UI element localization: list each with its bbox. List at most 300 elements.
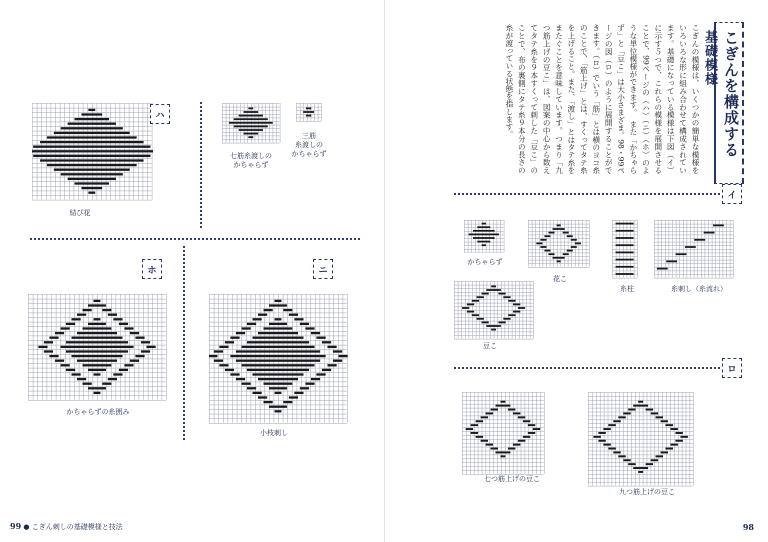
stitch-bar: [618, 416, 625, 418]
stitch-bar: [567, 235, 573, 237]
stitch-bar: [66, 369, 75, 371]
grid-kacharazu-itokakomi-svg: [28, 294, 167, 401]
stitch-bar: [471, 424, 478, 426]
stitch-bar: [236, 378, 245, 380]
grid-kokonotsu-svg: [588, 392, 694, 487]
caption-komagasashi: 小枝刺し: [260, 429, 288, 437]
stitch-bar: [244, 133, 259, 135]
stitch-bar: [241, 346, 314, 348]
caption-itosashi: 糸刺し（糸流れ）: [671, 285, 727, 293]
stitch-bar: [66, 341, 128, 343]
stitch-bar: [283, 309, 292, 311]
stitch-bar: [108, 314, 117, 316]
grid-komagasashi-svg: [209, 294, 348, 424]
stitch-bar: [481, 293, 488, 295]
stitch-bar: [49, 337, 58, 339]
stitch-bar: [613, 420, 620, 422]
divider-right-top: [454, 193, 740, 195]
stitch-bar: [71, 355, 122, 357]
stitch-bar: [623, 459, 630, 461]
stitch-bar: [316, 337, 325, 339]
stitch-bar: [513, 311, 520, 313]
stitch-bar: [264, 401, 273, 403]
grid-nanatsu: [462, 392, 545, 475]
stitch-bar: [518, 307, 525, 309]
stitch-bar: [283, 401, 292, 403]
section-label-ro: ロ: [722, 358, 742, 378]
stitch-bar: [275, 318, 282, 320]
stitch-bar: [247, 369, 309, 371]
stitch-bar: [322, 341, 331, 343]
stitch-bar: [518, 440, 525, 442]
stitch-bar: [264, 327, 293, 329]
stitch-bar: [33, 146, 150, 148]
stitch-bar: [135, 337, 144, 339]
stitch-bar: [481, 440, 488, 442]
stitch-bar: [219, 346, 228, 348]
stitch-bar: [482, 223, 486, 225]
stitch-bar: [88, 192, 95, 194]
stitch-bar: [44, 341, 53, 343]
stitch-bar: [113, 373, 122, 375]
stitch-bar: [676, 253, 687, 255]
stitch-bar: [628, 463, 635, 465]
stitch-bar: [83, 383, 92, 385]
stitch-bar: [71, 373, 80, 375]
stitch-bar: [258, 378, 298, 380]
stitch-bar: [54, 169, 130, 171]
stitch-bar: [571, 239, 577, 241]
stitch-bar: [75, 182, 110, 184]
stitch-bar: [616, 252, 634, 254]
stitch-bar: [40, 159, 144, 161]
stitch-bar: [491, 409, 498, 411]
stitch-bar: [646, 463, 653, 465]
caption-misuji-line2: 糸渡しの: [295, 141, 323, 149]
title-line2: 基礎模様: [702, 30, 717, 86]
stitch-bar: [657, 268, 668, 270]
stitch-bar: [214, 350, 223, 352]
stitch-bar: [598, 440, 605, 442]
stitch-bar: [60, 364, 69, 366]
stitch-bar: [616, 244, 634, 246]
grid-musubibana-svg: [32, 103, 153, 201]
stitch-bar: [471, 432, 478, 434]
grid-nanatsu-svg: [462, 392, 545, 475]
stitch-bar: [94, 318, 101, 320]
stitch-bar: [548, 253, 554, 255]
stitch-bar: [598, 432, 605, 434]
grid-kacharazu-itokakomi: [28, 294, 167, 401]
stitch-bar: [472, 314, 479, 316]
stitch-bar: [269, 387, 287, 389]
stitch-bar: [563, 253, 569, 255]
stitch-bar: [486, 412, 493, 414]
stitch-bar: [66, 323, 75, 325]
grid-mameko-svg: [454, 281, 534, 340]
section-label-i: イ: [722, 184, 742, 204]
stitch-bar: [322, 369, 331, 371]
stitch-bar: [108, 378, 117, 380]
grid-itobashira-svg: [612, 220, 638, 279]
stitch-bar: [77, 360, 117, 362]
stitch-bar: [473, 230, 495, 232]
stitch-bar: [491, 329, 496, 331]
stitch-bar: [236, 332, 245, 334]
stitch-bar: [77, 332, 117, 334]
stitch-bar: [616, 273, 634, 275]
stitch-bar: [124, 364, 133, 366]
stitch-bar: [311, 378, 320, 380]
stitch-bar: [146, 346, 155, 348]
stitch-bar: [616, 266, 634, 268]
grid-misuji-svg: [296, 103, 322, 122]
stitch-bar: [239, 115, 263, 117]
grid-itosashi-svg: [654, 220, 734, 279]
stitch-bar: [275, 392, 282, 394]
stitch-bar: [252, 373, 303, 375]
grid-hanako-svg: [528, 220, 590, 268]
stitch-bar: [540, 239, 546, 241]
stitch-bar: [81, 113, 102, 115]
stitch-bar: [638, 401, 643, 403]
stitch-bar: [289, 396, 298, 398]
stitch-bar: [94, 300, 101, 302]
stitch-bar: [258, 396, 267, 398]
stitch-bar: [135, 355, 144, 357]
stitch-bar: [305, 383, 314, 385]
stitch-bar: [603, 444, 610, 446]
stitch-bar: [241, 327, 250, 329]
stitch-bar: [130, 332, 139, 334]
stitch-bar: [528, 432, 535, 434]
stitch-bar: [523, 436, 530, 438]
stitch-bar: [71, 337, 122, 339]
stitch-bar: [247, 323, 256, 325]
stitch-bar: [66, 350, 128, 352]
stitch-bar: [548, 232, 554, 234]
stitch-bar: [38, 346, 47, 348]
caption-misuji: [284, 132, 334, 159]
stitch-bar: [119, 323, 128, 325]
stitch-bar: [102, 383, 111, 385]
stitch-bar: [466, 428, 473, 430]
stitch-bar: [523, 420, 530, 422]
stitch-bar: [49, 355, 58, 357]
caption-misuji-line1: 三筋: [302, 132, 316, 140]
stitch-bar: [234, 118, 268, 120]
grid-kacharazu: [464, 220, 505, 253]
stitch-bar: [55, 332, 64, 334]
stitch-bar: [230, 373, 239, 375]
stitch-bar: [486, 289, 501, 291]
grid-itosashi: [654, 220, 734, 279]
caption-kacharazu-itokakomi: かちゃらずの糸囲み: [66, 408, 130, 416]
stitch-bar: [495, 405, 510, 407]
stitch-bar: [623, 412, 630, 414]
stitch-bar: [528, 424, 535, 426]
stitch-bar: [77, 314, 86, 316]
caption-itobashira: 糸柱: [620, 285, 634, 293]
footer-left-text: ● こぎん刺しの基礎模様と技法: [23, 523, 123, 531]
section-label-ni: ニ: [313, 259, 333, 279]
stitch-bar: [230, 355, 325, 357]
stitch-bar: [481, 322, 488, 324]
stitch-bar: [229, 122, 273, 124]
stitch-bar: [481, 416, 488, 418]
stitch-bar: [219, 364, 228, 366]
stitch-bar: [646, 409, 653, 411]
stitch-bar: [71, 318, 80, 320]
grid-mameko: [454, 281, 534, 340]
stitch-bar: [476, 436, 483, 438]
footer-right: [743, 522, 754, 532]
stitch-bar: [303, 111, 314, 113]
stitch-bar: [575, 243, 581, 245]
stitch-bar: [68, 123, 116, 125]
stitch-bar: [269, 304, 287, 306]
stitch-bar: [141, 341, 150, 343]
stitch-bar: [77, 378, 86, 380]
stitch-bar: [88, 323, 106, 325]
stitch-bar: [247, 341, 309, 343]
stitch-bar: [467, 304, 474, 306]
caption-misuji-line3: かちゃらず: [291, 150, 327, 158]
stitch-bar: [236, 360, 320, 362]
stitch-bar: [603, 428, 610, 430]
stitch-bar: [130, 360, 139, 362]
stitch-bar: [269, 323, 287, 325]
caption-nanatsu: 七つ筋上げの豆こ: [484, 475, 540, 483]
stitch-bar: [616, 230, 634, 232]
stitch-bar: [633, 467, 648, 469]
stitch-bar: [252, 337, 303, 339]
body-text: こぎんの模様は、いくつかの簡単な模様をいろいろな形に組み合わせて構成されています。基礎になっている模様は下図（イ）に示す５つで、これらの模様を展開させることで、99ページの（ハ）（ニ）（ホ）のような単位模様ができます。 また「かちゃらず」と「豆こ」は大小さまざま。98・99ページの図（ロ）のように展開することができます。（ロ）でいう「筋」とは横のヨコ糸のことで、「筋上げ」とは、すくってタテ糸を上げること。また、「渡し」とはタテ糸をまたぐことを意味しています。つまり「九つ筋上げの豆こ」は、図案の中心から数えてタテ糸を９本すくって刺した「豆こ」のことで、布の裏側にタテ糸９本分の長さの糸が渡っている状態を指します。: [504, 24, 700, 174]
caption-mameko: 豆こ: [483, 342, 497, 350]
stitch-bar: [275, 300, 282, 302]
divider-left-horizontal: [30, 238, 360, 240]
stitch-bar: [55, 360, 64, 362]
stitch-bar: [571, 246, 577, 248]
stitch-bar: [258, 332, 298, 334]
stitch-bar: [680, 436, 687, 438]
stitch-bar: [248, 108, 253, 110]
stitch-bar: [616, 223, 634, 225]
stitch-bar: [333, 350, 342, 352]
stitch-bar: [500, 401, 505, 403]
stitch-bar: [638, 471, 643, 473]
caption-musubibana: 結び花: [69, 209, 91, 217]
stitch-bar: [670, 428, 677, 430]
stitch-bar: [508, 300, 515, 302]
stitch-bar: [289, 314, 298, 316]
caption-nanasuji-line1: 七筋糸渡しの: [230, 152, 272, 160]
stitch-bar: [666, 424, 673, 426]
stitch-bar: [498, 322, 505, 324]
stitch-bar: [264, 309, 273, 311]
stitch-bar: [518, 416, 525, 418]
stitch-bar: [83, 327, 112, 329]
stitch-bar: [54, 132, 130, 134]
stitch-bar: [661, 420, 668, 422]
stitch-bar: [244, 111, 259, 113]
stitch-bar: [236, 350, 320, 352]
stitch-bar: [533, 428, 540, 430]
stitch-bar: [675, 432, 682, 434]
stitch-bar: [81, 187, 102, 189]
stitch-bar: [225, 341, 234, 343]
stitch-bar: [60, 327, 69, 329]
stitch-bar: [513, 304, 520, 306]
stitch-bar: [513, 444, 520, 446]
stitch-bar: [83, 364, 112, 366]
stitch-bar: [264, 383, 293, 385]
stitch-bar: [75, 118, 110, 120]
folio-right: 98: [742, 522, 754, 532]
stitch-bar: [567, 250, 573, 252]
stitch-bar: [661, 451, 668, 453]
stitch-bar: [536, 243, 542, 245]
stitch-bar: [214, 360, 223, 362]
stitch-bar: [462, 307, 469, 309]
stitch-bar: [294, 318, 303, 320]
grid-misuji: [296, 103, 322, 122]
stitch-bar: [616, 259, 634, 261]
stitch-bar: [44, 350, 53, 352]
stitch-bar: [61, 127, 123, 129]
stitch-bar: [616, 237, 634, 239]
caption-hanako: 花こ: [553, 275, 567, 283]
stitch-bar: [553, 257, 565, 259]
stitch-bar: [613, 451, 620, 453]
stitch-bar: [477, 318, 484, 320]
stitch-bar: [593, 436, 600, 438]
stitch-bar: [141, 350, 150, 352]
stitch-bar: [83, 309, 92, 311]
stitch-bar: [88, 109, 95, 111]
grid-hanako: [528, 220, 590, 268]
stitch-bar: [694, 239, 705, 241]
section-label-ha: ハ: [150, 104, 170, 124]
stitch-bar: [608, 448, 615, 450]
stitch-bar: [327, 364, 336, 366]
stitch-bar: [230, 337, 239, 339]
stitch-bar: [472, 300, 479, 302]
stitch-bar: [477, 241, 490, 243]
stitch-bar: [252, 392, 261, 394]
stitch-bar: [618, 455, 625, 457]
stitch-bar: [608, 424, 615, 426]
stitch-bar: [685, 246, 696, 248]
grid-nanasuji-svg: [222, 103, 281, 144]
stitch-bar: [563, 232, 569, 234]
section-label-ho: ホ: [142, 259, 162, 279]
stitch-bar: [469, 234, 499, 236]
stitch-bar: [491, 286, 496, 288]
folio-left: 99: [10, 521, 22, 531]
stitch-bar: [338, 355, 347, 357]
stitch-bar: [316, 373, 325, 375]
stitch-bar: [477, 296, 484, 298]
stitch-bar: [675, 440, 682, 442]
stitch-bar: [476, 420, 483, 422]
stitch-bar: [269, 406, 287, 408]
stitch-bar: [88, 387, 106, 389]
stitch-bar: [508, 448, 515, 450]
grid-musubibana: [32, 103, 153, 201]
stitch-bar: [102, 309, 111, 311]
stitch-bar: [503, 296, 510, 298]
stitch-bar: [300, 387, 309, 389]
stitch-bar: [209, 355, 218, 357]
stitch-bar: [300, 323, 309, 325]
stitch-bar: [713, 225, 724, 227]
grid-kacharazu-svg: [464, 220, 505, 253]
stitch-bar: [311, 332, 320, 334]
stitch-bar: [473, 237, 495, 239]
stitch-bar: [248, 136, 253, 138]
stitch-bar: [40, 141, 144, 143]
stitch-bar: [306, 115, 311, 117]
stitch-bar: [656, 416, 663, 418]
stitch-bar: [305, 327, 314, 329]
stitch-bar: [124, 327, 133, 329]
stitch-bar: [666, 261, 677, 263]
stitch-bar: [544, 250, 550, 252]
stitch-bar: [553, 228, 565, 230]
stitch-bar: [247, 387, 256, 389]
grid-itobashira: [612, 220, 638, 279]
caption-nanasuji: [224, 152, 278, 170]
grid-nanasuji: [222, 103, 281, 144]
stitch-bar: [651, 412, 658, 414]
stitch-bar: [88, 304, 106, 306]
caption-kokonotsu: 九つ筋上げの豆こ: [619, 488, 675, 496]
stitch-bar: [491, 448, 498, 450]
stitch-bar: [544, 235, 550, 237]
stitch-bar: [486, 325, 501, 327]
stitch-bar: [88, 369, 106, 371]
stitch-bar: [666, 448, 673, 450]
stitch-bar: [482, 244, 486, 246]
stitch-bar: [32, 150, 153, 152]
stitch-bar: [252, 318, 261, 320]
stitch-bar: [94, 392, 101, 394]
stitch-bar: [119, 369, 128, 371]
stitch-bar: [495, 451, 510, 453]
stitch-bar: [258, 314, 267, 316]
stitch-bar: [94, 373, 101, 375]
caption-kacharazu: かちゃらず: [467, 258, 503, 266]
stitch-bar: [503, 318, 510, 320]
grid-komagasashi: [209, 294, 348, 424]
stitch-bar: [113, 318, 122, 320]
stitch-bar: [633, 405, 648, 407]
stitch-bar: [477, 226, 490, 228]
grid-kokonotsu: [588, 392, 694, 487]
stitch-bar: [557, 261, 561, 263]
stitch-bar: [670, 444, 677, 446]
title-line1: こぎんを構成する: [722, 30, 740, 158]
stitch-bar: [628, 409, 635, 411]
stitch-bar: [513, 412, 520, 414]
stitch-bar: [68, 178, 116, 180]
stitch-bar: [508, 409, 515, 411]
stitch-bar: [333, 360, 342, 362]
stitch-bar: [241, 364, 314, 366]
stitch-bar: [306, 108, 311, 110]
stitch-bar: [60, 346, 133, 348]
